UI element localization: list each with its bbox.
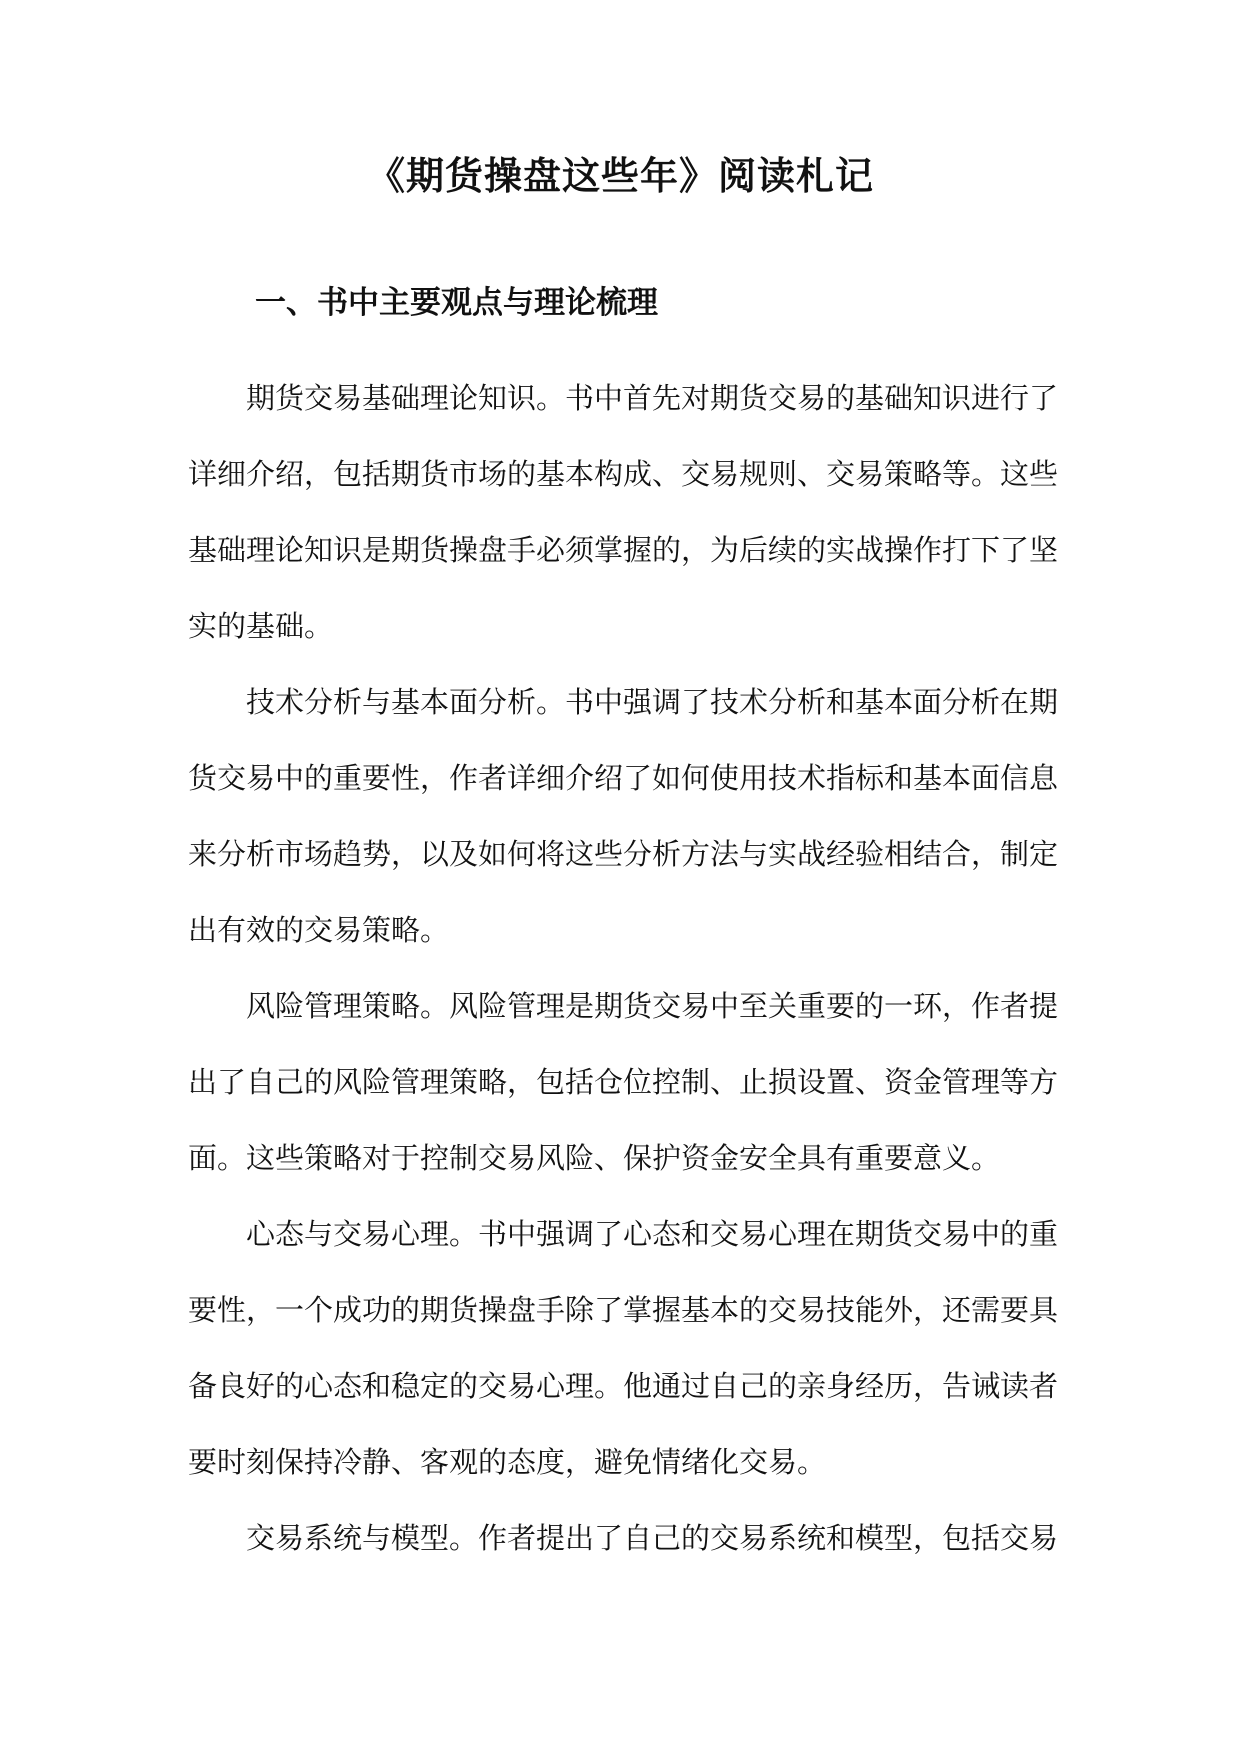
document-title: 《期货操盘这些年》阅读札记 xyxy=(366,153,874,198)
paragraph-fundamentals: 期货交易基础理论知识。书中首先对期货交易的基础知识进行了详细介绍，包括期货市场的基本构成、交易规则、交易策略等。这些基础理论知识是期货操盘手必须掌握的，为后续的实战操作打下了坚实的基础。 xyxy=(188,381,1059,643)
section-heading: 一、书中主要观点与理论梳理 xyxy=(255,285,658,321)
paragraph-analysis: 技术分析与基本面分析。书中强调了技术分析和基本面分析在期货交易中的重要性，作者详细介绍了如何使用技术指标和基本面信息来分析市场趋势，以及如何将这些分析方法与实战经验相结合，制定出有效的交易策略。 xyxy=(188,685,1059,947)
document-body xyxy=(188,360,1058,1576)
paragraph-risk-management: 风险管理策略。风险管理是期货交易中至关重要的一环，作者提出了自己的风险管理策略，包括仓位控制、止损设置、资金管理等方面。这些策略对于控制交易风险、保护资金安全具有重要意义。 xyxy=(188,989,1059,1175)
paragraph-psychology: 心态与交易心理。书中强调了心态和交易心理在期货交易中的重要性，一个成功的期货操盘手除了掌握基本的交易技能外，还需要具备良好的心态和稳定的交易心理。他通过自己的亲身经历，告诫读者要时刻保持冷静、客观的态度，避免情绪化交易。 xyxy=(188,1217,1059,1479)
paragraph-trading-system: 交易系统与模型。作者提出了自己的交易系统和模型，包括交易 xyxy=(246,1521,1059,1555)
